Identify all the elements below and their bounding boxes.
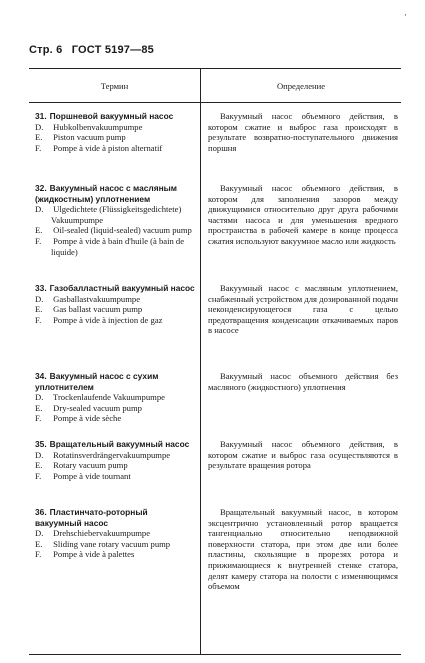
page-header — [29, 44, 160, 56]
term-cell — [35, 371, 195, 424]
translation-en: E. Sliding vane rotary vacuum pump — [35, 538, 171, 549]
term-name: Пластинчато-роторный вакуумный насос — [35, 507, 148, 528]
translation-fr: F. Pompe à vide à injection de gaz — [35, 314, 163, 325]
term-name: Вакуумный насос с сухим уплотнителем — [35, 371, 159, 392]
term-title — [35, 183, 195, 204]
term-title — [35, 371, 195, 392]
term-number: 32. — [35, 183, 47, 193]
definition-cell: Вакуумный насос объемного действия, в котором сжатие и выброс газа осуществляются в результате вращения ротора — [208, 439, 398, 471]
translation-de: D. Trockenlaufende Vakuumpumpe — [35, 392, 165, 403]
term-cell — [35, 183, 195, 257]
term-cell — [35, 111, 195, 153]
translation-en: E. Rotary vacuum pump — [35, 460, 128, 471]
translation-en: E. Oil-sealed (liquid-sealed) vacuum pump — [35, 225, 192, 236]
translation-en: E. Dry-sealed vacuum pump — [35, 402, 142, 413]
translation-de: D. Gasballastvakuumpumpe — [35, 293, 141, 304]
translation-fr: F. Pompe à vide à palettes — [35, 549, 135, 560]
terms-table — [29, 68, 401, 655]
term-number: 33. — [35, 283, 47, 293]
definition-cell: Вакуумный насос с масляным уплотнением, снабженный устройством для дозированной подачи неконденсирующегося газа с целью предотвращения конденсации откачиваемых паров в насосе — [208, 283, 398, 336]
term-cell — [35, 507, 195, 560]
term-name: Поршневой вакуумный насос — [49, 111, 174, 121]
definition-cell: Вращательный вакуумный насос, в котором эксцентрично установленный ротор вращается тангенциально относительно неподвижной поверхности статора, при этом две или более пластины, скользящие в прорезях ротора и прижимающиеся к внутренней стенке статора, делят камеру статора на полости с изменяющимся объемом — [208, 507, 398, 592]
term-number: 34. — [35, 371, 47, 381]
term-title — [35, 111, 195, 122]
translation-de: D. Drehschiebervakuumpumpe — [35, 528, 151, 539]
term-name: Вакуумный насос с масляным (жидкостным) уплотнением — [35, 183, 178, 204]
term-number: 31. — [35, 111, 47, 121]
definition-cell: Вакуумный насос объемного действия без масляного (жидкостного) уплотнения — [208, 371, 398, 392]
column-header-terms: Термин — [100, 81, 129, 91]
translation-fr: F. Pompe à vide à piston alternatif — [35, 142, 163, 153]
term-cell — [35, 439, 195, 481]
definition-cell: Вакуумный насос объемного действия, в котором для заполнения зазоров между движущимися относительно друг друга рабочими частями насоса и для уменьшения вредного пространства в рабочей камере в конце процесса сжатия используют вакуумное масло или жидкость — [208, 183, 398, 246]
translation-de: D. Ulgedichtete (Flüssigkeitsgedichtete) Vakuumpumpe — [35, 204, 182, 225]
page-label: Стр. 6 — [29, 44, 63, 56]
term-number: 35. — [35, 439, 47, 449]
translation-en: E. Piston vacuum pump — [35, 132, 126, 143]
term-name: Газобалластный вакуумный насос — [49, 283, 195, 293]
term-title — [35, 507, 195, 528]
corner-mark: · — [404, 10, 407, 20]
translation-fr: F. Pompe à vide sèche — [35, 413, 122, 424]
term-cell — [35, 283, 195, 325]
translation-de: D. Hubkolbenvakuumpumpe — [35, 121, 143, 132]
term-title — [35, 283, 195, 294]
term-title — [35, 439, 195, 450]
term-number: 36. — [35, 507, 47, 517]
term-name: Вращательный вакуумный насос — [49, 439, 190, 449]
standard-number: ГОСТ 5197—85 — [71, 44, 154, 56]
column-header-definition: Определение — [276, 81, 326, 91]
table-header — [29, 69, 401, 103]
translation-fr: F. Pompe à vide à bain d'huile (à bain de liquide) — [35, 235, 185, 257]
translation-fr: F. Pompe à vide tournant — [35, 470, 131, 481]
translation-de: D. Rotatinsverdrängervakuumpumpe — [35, 449, 171, 460]
translation-en: E. Gas ballast vacuum pump — [35, 304, 143, 315]
column-divider — [200, 69, 201, 654]
definition-cell: Вакуумный насос объемного действия, в котором сжатие и выброс газа происходят в результате возвратно-поступательного движения поршня — [208, 111, 398, 153]
